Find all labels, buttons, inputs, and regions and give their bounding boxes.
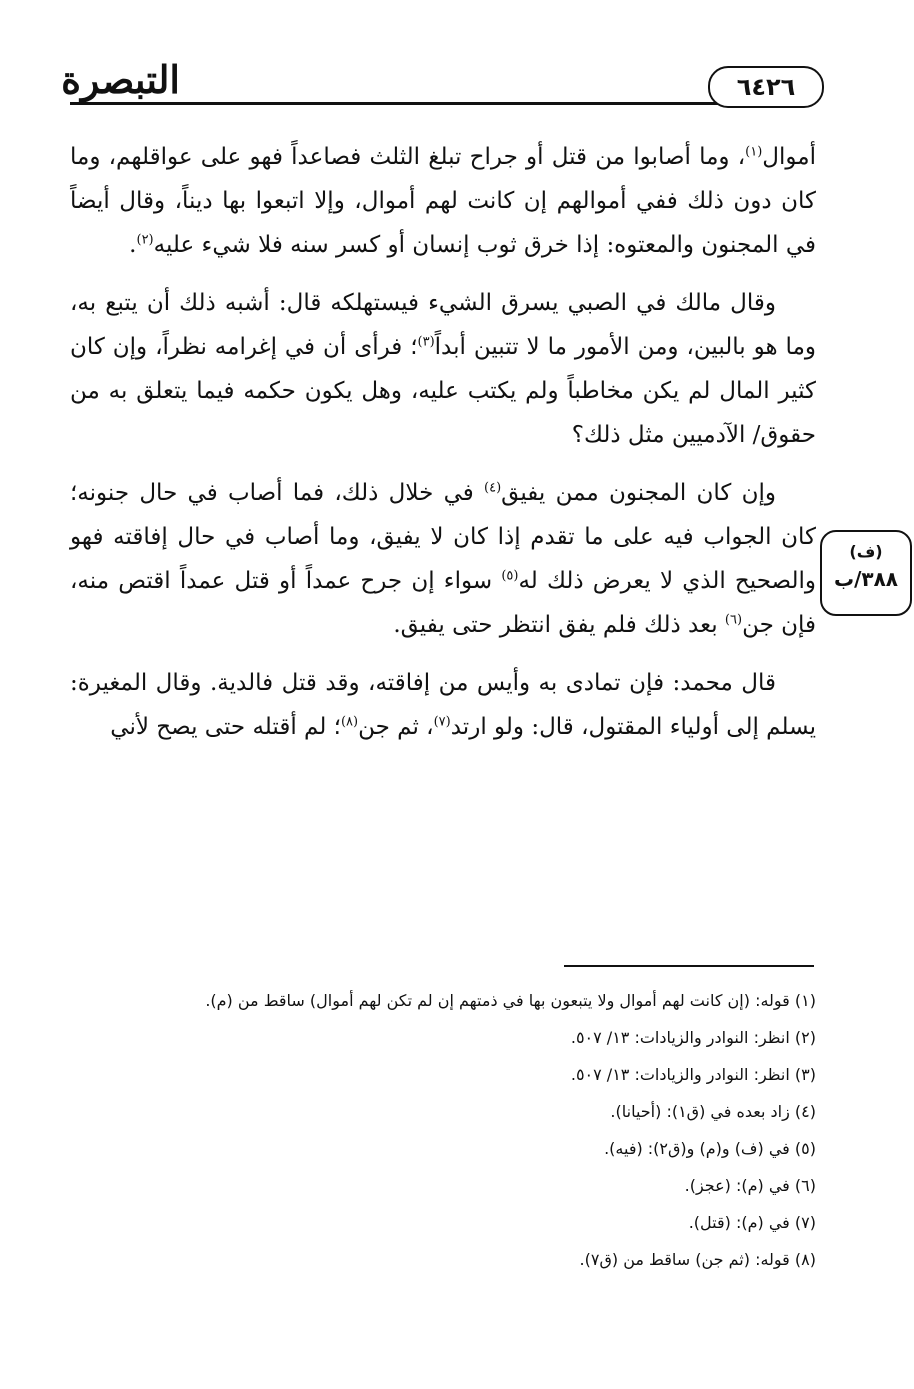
footnote-8: (٨) قوله: (ثم جن) ساقط من (ق٧). bbox=[579, 1250, 816, 1269]
paragraph-2 bbox=[70, 281, 816, 457]
footnote-ref[interactable]: (٥) bbox=[501, 568, 519, 584]
text-run: قال محمد: فإن تمادى به وأيس من إفاقته، وقد قتل فالدية. وقال المغيرة: يسلم إلى أولياء المقتول، قال: ولو ارتد bbox=[70, 670, 816, 740]
text-run: بعد ذلك فلم يفق انتظر حتى يفيق. bbox=[393, 612, 725, 638]
paragraph-3 bbox=[70, 471, 816, 647]
margin-reference-folio: ٣٨٨/ب bbox=[833, 567, 899, 591]
text-run: في خلال ذلك، فما أصاب في حال جنونه؛ كان الجواب فيه على ما تقدم إذا كان لا يفيق، وما أصاب في حال إفاقته فهو والصحيح الذي لا يعرض ذلك له bbox=[70, 480, 816, 594]
paragraph-1 bbox=[70, 135, 816, 267]
main-text bbox=[70, 135, 816, 763]
footnotes bbox=[70, 982, 816, 1278]
footnote-6: (٦) في (م): (عجز). bbox=[684, 1176, 816, 1195]
footnote-1: (١) قوله: (إن كانت لهم أموال ولا يتبعون بها في ذمتهم إن لم تكن لهم أموال) ساقط من (م). bbox=[205, 991, 816, 1010]
text-run: . bbox=[129, 232, 137, 258]
text-run: ، ثم جن bbox=[358, 714, 434, 740]
footnote-ref[interactable]: (٨) bbox=[340, 714, 359, 730]
paragraph-4 bbox=[70, 661, 816, 749]
footnote-ref[interactable]: (٢) bbox=[136, 232, 154, 248]
footnote-ref[interactable]: (٤) bbox=[484, 480, 502, 496]
footnote-ref[interactable]: (٧) bbox=[433, 714, 451, 730]
text-run: سواء إن جرح عمداً أو قتل عمداً اقتص منه، فإن جن bbox=[70, 568, 816, 638]
book-title-logo: التبصرة bbox=[61, 57, 180, 102]
text-run: أموال bbox=[762, 144, 816, 170]
text-run: ، وما أصابوا من قتل أو جراح تبلغ الثلث فصاعداً فهو على عواقلهم، وما كان دون ذلك ففي أموالهم إن كانت لهم أموال، وإلا اتبعوا بها ديناً، وقال أيضاً في المجنون والمعتوه: إذا خرق ثوب إنسان أو كسر سنه فلا شيء عليه bbox=[70, 144, 816, 258]
footnote-ref[interactable]: (١) bbox=[745, 144, 763, 160]
text-run: ؛ فرأى أن في إغرامه نظراً، وإن كان كثير المال لم يكن مخاطباً ولم يكتب عليه، وهل يكون حكمه فيما يتعلق به من حقوق/ الآدميين مثل ذلك؟ bbox=[70, 334, 816, 448]
text-run: ؛ لم أقتله حتى يصح لأني bbox=[110, 714, 341, 740]
footnote-5: (٥) في (ف) و(م) و(ق٢): (فيه). bbox=[604, 1139, 816, 1158]
footnote-separator bbox=[564, 965, 814, 967]
footnote-ref[interactable]: (٦) bbox=[724, 612, 743, 628]
footnote-2: (٢) انظر: النوادر والزيادات: ١٣/ ٥٠٧. bbox=[570, 1028, 816, 1047]
footnote-7: (٧) في (م): (قتل). bbox=[688, 1213, 816, 1232]
header-rule bbox=[70, 102, 814, 105]
page-number: ٦٤٢٦ bbox=[708, 66, 824, 108]
footnote-4: (٤) زاد بعده في (ق١): (أحيانا). bbox=[610, 1102, 816, 1121]
footnote-ref[interactable]: (٣) bbox=[417, 334, 435, 350]
footnote-3: (٣) انظر: النوادر والزيادات: ١٣/ ٥٠٧. bbox=[570, 1065, 816, 1084]
text-run: وقال مالك في الصبي يسرق الشيء فيستهلكه قال: أشبه ذلك أن يتبع به، وما هو بالبين، ومن الأمور ما لا تتبين أبداً bbox=[70, 290, 816, 360]
margin-reference bbox=[820, 530, 912, 616]
margin-reference-source: (ف) bbox=[849, 542, 883, 561]
text-run: وإن كان المجنون ممن يفيق bbox=[501, 480, 776, 506]
